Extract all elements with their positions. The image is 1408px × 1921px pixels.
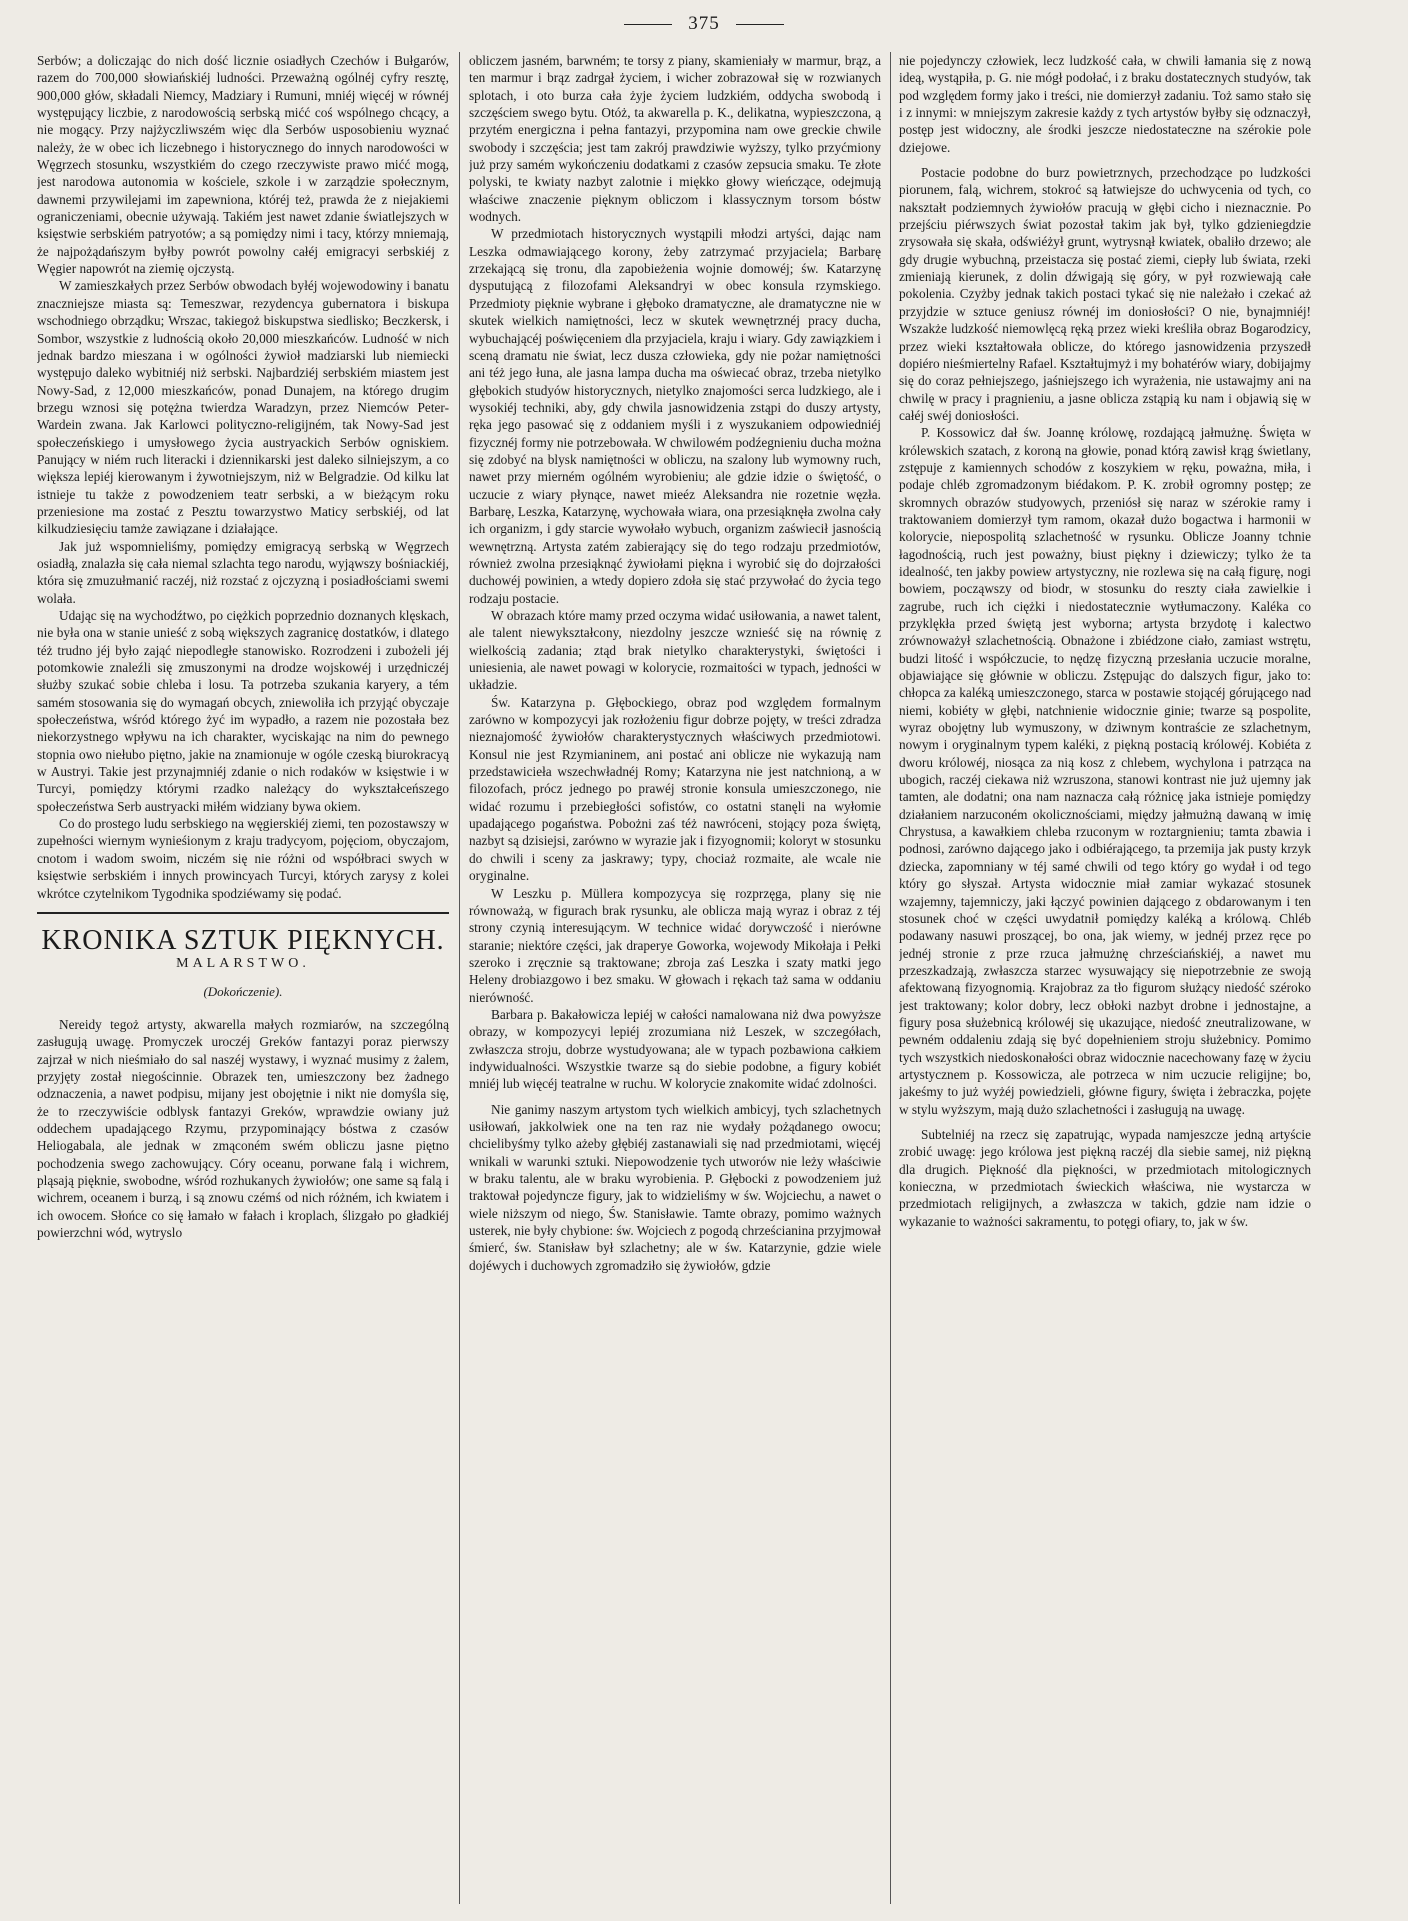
section-subtitle: MALARSTWO.	[176, 956, 310, 972]
paragraph-gap	[899, 1118, 1311, 1126]
paragraph: P. Kossowicz dał św. Joannę królowę, rozdającą jałmużnę. Święta w królewskich szatach, z koroną na głowie, ponad którą zawisł krąg świetlany, zstępuje z kamiennych schodów z koszykiem w ręku, poważna, miła, i podaje chléb zgromadzonym biédakom. P. K. zrobił ogromny postęp; ze skromnych obrazów studyowych, przeniósł się naraz w szérokie ramy i traktowaniem domierzył tym ramom, okazał dużo bogactwa i harmonii w kolorycie, niepospolitą szlachetność w rysunku. Oblicze Joanny tchnie łagodnością, ruch jest poważny, biust piękny i dziewiczy; tylko że ta idealność, ten jakby powiew artystyczny, nie rozlewa się na całą figurę, nogi bowiem, począwszy od biodr, w stosunku do reszty ciała zawielkie i zagrube, ruch ich ciężki i niedostatecznie wytłumaczony. Kaléka co przyklękła przed świętą jest wyborna; artysta brzydotę i kalectwo zrównoważył szlachetnością. Obnażone i zbiédzone ciało, zamiast wstrętu, budzi litość i współczucie, to nędzę fizyczną przesłania uczucie moralne, objawiające się głównie w obliczu. Zstępując do dalszych figur, jako to: chłopca za kaléką umieszczonego, starca w postawie stojącéj górującego nad niemi, kobiéty w głębi, natchnienie widocznie ginie; twarze są pospolite, wyraz obojętny lub wymuszony, w dziwnym kontraście ze szlachetnym, nowym i oryginalnym typem kaléki, z piękną postacią królowéj. Kobiéta z dworu królowéj, niosąca za nią kosz z chlebem, wychylona i patrząca na ubogich, raczéj ciekawa niż wzruszona, stanowi kontrast nie już ujemny jak tamten, ale dodatni; ona nam naznacza całą różnicę jaka istnieje pomiędzy działaniem narzuconém okolicznościami, między jałmużną dawaną w imię Chrystusa, a kawałkiem chleba rzuconym w roztargnieniu; tamta zbawia i podnosi, zarówno dającego jako i odbiérającego, ta przemija jak pusty krzyk dziecka, zapomniany w téj samé chwili od tego który go wydał i od tego który go słyszał. Artysta widocznie miał zamiar wykazać stosunek wzajemny, tajemniczy, jaki łączyć powinien dającego z obdarowanym i ten stosunek choć w części uwydatnił pomiędzy kaléką a królową. Chléb podawany nasuwi proszącej, bo ona, jak wiemy, w jednéj przez ręce po jednéj stronie z prze rzuca jałmużnę chrześciańskiéj, a nawet mu przeszkadzają, zwłaszcza starzec wysuwający się niepotrzebnie ze swoją afektowaną fizyognomią. Krajobraz za tło figurom służący niedość széroko jest traktowany; kolor dobry, lecz obłoki nazbyt drobne i jednostajne, a figury posa służebnicą królowéj się ukazujące, niedość zneutralizowane, w pewném oddaleniu zdają się być dopełnieniem stroju służebnicy. Pomimo tych wszystkich niedoskonałości obraz widocznie nacechowany fazę w życiu artystycznem p. Kossowicza, ale potrzeca w nim uczucie religijne; bo, jakeśmy to już wyżéj powiedzieli, główne figury, święta i żebraczka, pojęte w stylu wyższym, mają dużo szlachetności i zasługują na uwagę.	[899, 425, 1311, 1117]
paragraph: Subtelniéj na rzecz się zapatrując, wypada namjeszcze jedną artyście zrobić uwagę: jego królowa jest piękną raczéj dla siebie samej, niż piękną dla drugich. Piękność dla piękności, w przedmiotach mitologicznych konieczna, w przedmiotach świeckich właściwa, nie wystarcza w przedmiotach religijnych, a zwłaszcza w takich, gdzie nam idzie o wykazanie to ważności sakramentu, to potęgi ofiary, to, jak w św.	[899, 1126, 1311, 1229]
column-2	[469, 52, 881, 1912]
paragraph: Św. Katarzyna p. Głębockiego, obraz pod względem formalnym zarówno w kompozycyi jak rozłożeniu figur dobrze pojęty, w treści zdradza nieznajomość żywiołów charakterystycznych właściwych przedmiotowi. Konsul nie jest Rzymianinem, ani postać ani oblicze nie wykazują nam przedstawicieła wszechwładnéj Romy; Katarzyna nie jest natchnioną, a w filozofach, prócz jednego po prawéj stronie konsula umieszczonego, nie widać rozumu i przebiegłości sofistów, co ostatni stanęli na wyłomie upadającego pogaństwa. Pobożni zaś téż nawróceni, stojący poza świętą, nazbyt są dzisiejsi, zarówno w wyrazie jak i fizyognomii; koloryt w stosunku do chwili i sceny za jaskrawy; typy, chociaż rozmaite, ale wcale nie oryginalne.	[469, 694, 881, 884]
paragraph: Serbów; a doliczając do nich dość licznie osiadłych Czechów i Bułgarów, razem do 700,000 słowiańskiéj ludności. Przeważną ogólnéj cyfry resztę, 900,000 głów, składali Niemcy, Madziary i Rumuni, mniéj więcéj w równéj występujący liczbie, z narodowością serbską mićć coś wspólnego chcący, a nie mogący. Przy najżyczliwszém więc dla Serbów usposobieniu wyznać należy, że w obec ich liczebnego i historycznego do innych narodowości w Węgrzech stosunku, wszystkiém do czego rzeczywiste prawo mićć mogą, jest narodowa autonomia w kościele, szkole i w zarządzie społecznym, dawnemi przywilejami im zapewniona, któréj też, prawda że z niejakiemi ograniczeniami, obecnie używają. Takiém jest nawet zdanie światlejszych w księstwie serbskiém patryotów; a są pomiędzy nimi i tacy, którzy mniemają, że najpożądańszym byłby powrót powolny całéj emigracyi serbskiéj z Węgier napowrót na ziemię ojczystą.	[37, 53, 449, 277]
paragraph: W przedmiotach historycznych wystąpili młodzi artyści, dając nam Leszka odmawiającego korony, żeby zatrzymać przyjaciela; Barbarę zrzekającą się tronu, dla zapobieżenia wojnie domowéj; św. Katarzynę dysputującą z filozofami Aleksandryi w obec konsula rzymskiego. Przedmioty pięknie wybrane i głęboko dramatyczne, ale dramatyczne nie w skutek wielkich namiętności, lecz w skutek wewnętrznéj pracy ducha, wybuchającéj poświęceniem dla przyjaciela, kraju i wiary. Gdy zawiązkiem i sceną dramatu nie świat, lecz dusza człowieka, gdy nie pożar namiętności ani téż jego łuna, ale jasna lampa ducha ma oświecać obraz, trzeba nietylko głębokich studyów historycznych, nietylko znajomości serca ludzkiego, ale i wysokiéj techniki, aby, gdy chwila jasnowidzenia zstąpi do duszy artysty, ręka jego pasować się z oddaniem myśli i z wyszukaniem odpowiedniéj fizycznéj formy nie potrzebowała. W chwilowém podźegnieniu ducha można się zdobyć na blysk namiętności w obliczu, na szalony lub wymowny ruch, nawet przy mierném ogólném wyrobieniu; ale gdzie idzie o świętość, o uczucie z wiary płynące, nawet mieéz Aleksandra nie rozetnie węzła. Barbarę, Leszka, Katarzynę, wychowała wiara, ona przesiąknęła zwolna cały ich organizm, i gdy starcie wywołało wybuch, organizm zaświecił jasnością wewnętrzną. Artysta zatém zabierający się do tego rodzaju przedmiotów, również zwolna przesiąknąć żywiołami piękna i wyrobić się do dojrzałości duchowéj powinien, a wtedy dopiero zdoła się stać przywołać do życia tego rodzaju postacie.	[469, 226, 881, 606]
paragraph: W obrazach które mamy przed oczyma widać usiłowania, a nawet talent, ale talent niewykształcony, niezdolny jeszcze wznieść się na równię z wielkością zadania; ztąd brak nietylko charakterystyki, świętości i uniesienia, ale nawet powagi w kolorycie, rozmaitości w typach, jedności w układzie.	[469, 608, 881, 693]
column-divider-1	[459, 52, 460, 1904]
paragraph-gap	[469, 1093, 881, 1101]
paragraph: Co do prostego ludu serbskiego na węgierskiéj ziemi, ten pozostawszy w zupełności wiernym wynieśionym z kraju tradycyom, pojęciom, obyczajom, cnotom i wadom swoim, niczém się nie różni od współbraci swych w księstwie serbskiém i innych prowincyach Turcyi, których zarysy z kolei wkrótce czytelnikom Tygodnika spodziéwamy się podać.	[37, 816, 449, 901]
column-3	[899, 52, 1311, 1912]
section-title: KRONIKA SZTUK PIĘKNYCH.	[41, 924, 445, 956]
header-rule-left	[624, 24, 672, 25]
paragraph: Nereidy tegoż artysty, akwarella małych rozmiarów, na szczególną zasługują uwagę. Promyczek uroczéj Greków fantazyi poraz pierwszy zajrzał w nich nieśmiało do sal naszéj wystawy, i wyznać musimy z żalem, przyjęty został niegościnnie. Obrazek ten, umieszczony bez żadnego odznaczenia, a nawet podpisu, mijany jest obojętnie i nikt nie domyśla się, że to rzeczywiście odblysk fantazyi Greków, wprawdzie owiany już oddechem upadającego Rzymu, przypominający bóstwa z czasów Heliogabala, ale jednak w zmąconém swém obliczu jasne piętno pochodzenia swego zachowujący. Córy oceanu, porwane falą i wichrem, pląsają pięknie, swobodne, wśród rozhukanych żywiołów; one same są falą i wichrem, oceanem i burzą, i są znowu czémś od nich różném, ich kwiatem i ich owocem. Słońce co się łamało w fałach i kroplach, ślizgało po gładkiéj powierzchni wód, wytryslo	[37, 1016, 449, 1240]
column-1	[37, 52, 449, 1912]
column-divider-2	[890, 52, 891, 1904]
header-rule-right	[736, 24, 784, 25]
paragraph: nie pojedynczy człowiek, lecz ludzkość cała, w chwili łamania się z nową ideą, wystąpiła, p. G. nie mógł podołać, i z braku dostatecznych studyów, tak pod względem formy jako i treści, nie domierzył zadaniu. Toż samo stało się i z innymi: w mniejszym zakresie każdy z tych artystów byłby się odznaczył, postęp jest widoczny, ale środki jeszcze niedostateczne na szérokie pole dziejowe.	[899, 53, 1311, 155]
paragraph: obliczem jasném, barwném; te torsy z piany, skamieniały w marmur, brąz, a ten marmur i brąz zadrgał życiem, i wicher zobrazował się w rozwianych splotach, i oto burza cała żyje życiem ludzkiém, oddycha swobodą i szczęściem swego bytu. Otóż, ta akwarella p. K., delikatna, wypieszczona, ą przytém energiczna i pełna fantazyi, przypomina nam owe greckie chwile swobody i szczęścia; jest tam zakrój prawdziwie wyższy, tylko przyćmiony już przy samém wykończeniu dodatkami z czasów zepsucia smaku. Te złote polyski, te kwiaty nazbyt zalotnie i miękko głowy wieńczące, odejmują właściwe znaczenie pięknym obliczom i klassycznym torsom bóstw wodnych.	[469, 53, 881, 225]
paragraph: W Leszku p. Müllera kompozycya się rozprzęga, plany się nie równoważą, w figurach brak rysunku, ale oblicza mają wyraz i obraz z téj strony czynią interesującym. W technice widać dorywczość i nierówne staranie; niektóre części, jak draperye Goworka, wojewody Mikołaja i Pełki szeroko i zręcznie są traktowane; zbroja zaś Leszka i szaty matki jego Heleny drobiazgowo i bez smaku. W głowach i rękach taż sama w oddaniu nierówność.	[469, 885, 881, 1005]
paragraph: Barbara p. Bakałowicza lepiéj w całości namalowana niż dwa powyższe obrazy, w kompozycyi lepiéj zrozumiana niż Leszek, w szczegółach, zwłaszcza stroju, dobrze wystudyowana; ale w typach pozbawiona całkiem indywidualności. Wszystkie twarze są do siebie podobne, a figury kobiét mniéj lub więcéj teatralne w ruchu. W kolorycie znakomite widać zdolności.	[469, 1006, 881, 1092]
paragraph: Jak już wspomnieliśmy, pomiędzy emigracyą serbską w Węgrzech osiadłą, znalazła się cała niemal szlachta tego narodu, wyjąwszy bośniackiéj, która się zmuzułmanić raczéj, niż rozstać z ojczyzną i posiadłościami swemi wolała.	[37, 538, 449, 606]
paragraph-gap	[899, 156, 1311, 164]
paragraph: W zamieszkałych przez Serbów obwodach byłéj wojewodowiny i banatu znaczniejsze miasta są: Temeszwar, rezydencya gubernatora i biskupa wschodniego obrządku; Wrszac, takiegoż biskupstwa siedlisko; Beczkersk, i Sombor, wszystkie z ludnością około 20,000 mieszkańców. Ludność w nich jednak bardzo mieszana i w ogólności żywioł madziarski lub niemiecki występujo daleko wybitniéj niż serbski. Najbardziéj serbskiém miastem jest Nowy-Sad, z 12,000 mieszkańców, ponad Dunajem, na którego drugim brzegu wznosi się potężna twierdza Waradzyn, przez Niemców Peter-Wardein zwana. Jak Karlowci polityczno-religijném, tak Nowy-Sad jest społeczeńskiego i umysłowego życia austryackich Serbów ogniskiem. Panujący w niém ruch literacki i dziennikarski jest daleko silniejszym, a co większa lepiéj kierowanym i żywotniejszym, niż w Belgradzie. Od kilku lat istnieje tu także z powodzeniem teatr serbski, a w bieżącym roku przeniesione ma zostać z Pesztu towarzystwo Maticy serbskiéj, od lat kilkudziesięciu tamże zawiązane i działające.	[37, 278, 449, 537]
page-header	[0, 12, 1408, 36]
section-divider	[37, 912, 449, 914]
paragraph: Postacie podobne do burz powietrznych, przechodzące po ludzkości piorunem, falą, wichrem, stokroć są łatwiejsze do uchwycenia od tych, co nakształt podziemnych żywiołów pracują w głębi cicho i nieznacznie. Po przejściu piérwszych świat pozostał takim jak był, tylko gdzieniegdzie zrysowała się skała, odświéżył grunt, wytrysnął kwiatek, obaliło drzewo; ale gdy drugie wybuchną, przeistacza się postać ziemi, ciepły lub świata, rzeki zmieniają kierunek, z dolin dźwigają się góry, w pył rozwiewają całe pokolenia. Czyżby jednak takich postaci tykać się nie należało i czekać aż przyjdzie w sztuce geniusz równéj im doniosłości? O nie, bynajmniéj! Wszakże ludzkość niemowlęcą ręką przez wieki kreśliła obraz Bogarodzicy, przez wieki kształtowała oblicze, do którego jasnowidzenia przyszedł dopiéro nieśmiertelny Rafael. Kształtujmyż i my bohatérów wiary, dobijajmy się do coraz pełniejszego, jaśniejszego ich wyrażenia, nie ustawajmy ani na chwilę w pracy i pragnieniu, a jasne oblicza zstąpią ku nam i objawią się w całéj swéj doniosłości.	[899, 165, 1311, 423]
page-number: 375	[688, 13, 720, 34]
paragraph: Udając się na wychodźtwo, po ciężkich poprzednio doznanych klęskach, nie była ona w stanie unieść z sobą większych zagranicę dostatków, i dlatego téż trudno jéj było zająć niepodległe stanowisko. Rozrodzeni i zubożeli jéj potomkowie znaleźli się zmuszonymi na drodze wojskowéj i urzędniczéj służby szukać sobie chleba i losu. Ta potrzeba szukania karyery, a tém samém stosowania się do wymagań obcych, zniewoliła ich przyjąć obyczaje społeczeństwa, wśród którego żyć im wypadło, a razem nie pozostała bez niekorzystnego wpływu na ich charakter, wyciskając na nim do pewnego stopnia owo niełubo piętno, jakie na znamionuje w ogóle czeską biurokracyą w Austryi. Takie jest przynajmniéj zdanie o nich rodaków w księstwie i w Turcyi, pomiędzy którymi rzadko należący do wykształceńszego społeczeństwa Serb austryacki miłém widziany bywa okiem.	[37, 608, 449, 814]
continued-note: (Dokończenie).	[203, 983, 283, 999]
paragraph: Nie ganimy naszym artystom tych wielkich ambicyj, tych szlachetnych usiłowań, jakkolwiek one na ten raz nie wydały pożądanego owocu; chcielibyśmy tylko ażeby głębiéj zastanawiali się nad przedmiotami, więcéj wnikali w warunki sztuki. Niepowodzenie tych utworów nie leży właściwie w braku talentu, ale w braku wyrobienia. P. Głębocki z powodzeniem już traktował pojedyncze figury, jak to widzieliśmy w św. Wojciechu, a nawet o wiele niższym od niego, Św. Stanisławie. Tamte obrazy, pomimo ważnych usterek, nie były chybione: św. Wojciech z pogodą chrześcianina przyjmował śmierć, św. Stanisław był szlachetny; ale w św. Katarzynie, gdzie wiele dojéwych i duchowych zgromadziło się żywiołów, gdzie	[469, 1101, 881, 1273]
